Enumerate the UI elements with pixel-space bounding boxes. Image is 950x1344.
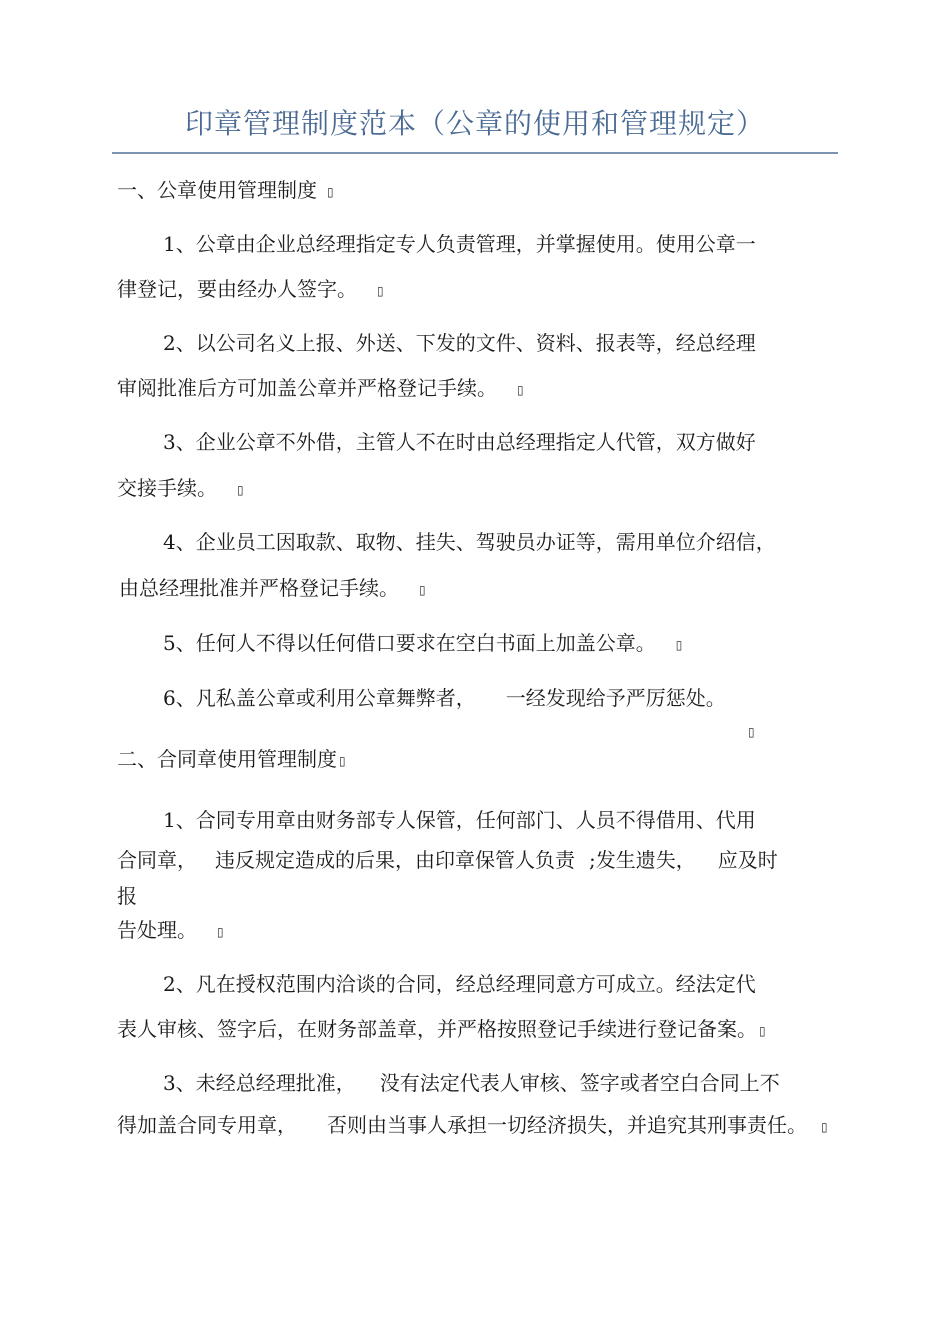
s2-item1-line4	[117, 916, 224, 946]
s2-item3-line2-part2: 否则由当事人承担一切经济损失，并追究其刑事责任。	[327, 1113, 807, 1137]
s1-item2-line2	[117, 374, 524, 404]
paragraph-mark-icon: ▯	[517, 382, 524, 397]
s2-item3-line2	[117, 1111, 828, 1141]
s2-item3-line1-part1: 3、未经总经理批准，	[163, 1071, 356, 1095]
paragraph-mark-icon: ▯	[419, 582, 426, 597]
s2-item1-line2-part2: 违反规定造成的后果，由印章保管人负责	[215, 848, 575, 872]
s2-item2-line1: 2、凡在授权范围内洽谈的合同，经总经理同意方可成立。经法定代	[163, 972, 756, 996]
s1-item3-line1: 3、企业公章不外借，主管人不在时由总经理指定人代管，双方做好	[163, 430, 756, 454]
s2-item1-line2-part1: 合同章，	[117, 848, 197, 872]
paragraph-mark-icon: ▯	[675, 637, 683, 652]
s1-item3-line2	[117, 474, 244, 504]
s2-item1-line2-part4: 应及时	[717, 848, 778, 872]
paragraph-mark-icon: ▯	[377, 283, 384, 298]
s1-item6-line1	[163, 684, 726, 712]
s1-item1-line2	[117, 275, 384, 305]
paragraph-mark-icon: ▯	[759, 1023, 766, 1038]
s2-item3-line2-part1: 得加盖合同专用章，	[117, 1113, 297, 1137]
s2-item2-line2-text: 表人审核、签字后，在财务部盖章，并严格按照登记手续进行登记备案。	[117, 1017, 757, 1041]
paragraph-mark-icon: ▯	[217, 924, 224, 939]
section-heading-1	[117, 176, 334, 206]
s2-item1-line3: 报	[117, 884, 137, 908]
section-heading-1-text: 一、公章使用管理制度	[117, 178, 317, 202]
s2-item1-line2-part3: ;发生遗失，	[589, 848, 696, 872]
paragraph-mark-icon: ▯	[339, 753, 346, 768]
s1-item6-line1-part1: 6、凡私盖公章或利用公章舞弊者，	[163, 686, 476, 710]
title-underline	[112, 152, 838, 154]
document-title: 印章管理制度范本（公章的使用和管理规定）	[184, 107, 765, 140]
s1-item2-line2-text: 审阅批准后方可加盖公章并严格登记手续。	[117, 376, 497, 400]
s1-item4-line2	[119, 574, 426, 604]
s2-item2-line2	[117, 1015, 766, 1045]
s2-item3-line1	[163, 1069, 780, 1097]
s1-item4-line2-text: 由总经理批准并严格登记手续。	[119, 576, 399, 600]
s1-item6-mark	[748, 716, 755, 746]
s1-item5-line1-text: 5、任何人不得以任何借口要求在空白书面上加盖公章。	[163, 631, 656, 655]
paragraph-mark-icon: ▯	[327, 184, 334, 199]
s1-item6-line1-part2: 一经发现给予严厉惩处。	[505, 686, 726, 710]
section-heading-2-text: 二、合同章使用管理制度	[117, 747, 337, 771]
s2-item1-line1: 1、合同专用章由财务部专人保管，任何部门、人员不得借用、代用	[163, 808, 756, 832]
s2-item3-line1-part2: 没有法定代表人审核、签字或者空白合同上不	[379, 1071, 780, 1095]
paragraph-mark-icon: ▯	[821, 1119, 828, 1134]
section-heading-2	[117, 745, 346, 775]
s2-item1-line4-text: 告处理。	[117, 918, 197, 942]
paragraph-mark-icon: ▯	[748, 724, 755, 739]
s1-item2-line1: 2、以公司名义上报、外送、下发的文件、资料、报表等，经总经理	[163, 331, 756, 355]
s1-item4-line1: 4、企业员工因取款、取物、挂失、驾驶员办证等，需用单位介绍信，	[163, 530, 776, 554]
s1-item5-line1	[163, 629, 682, 659]
s1-item3-line2-text: 交接手续。	[117, 476, 217, 500]
s2-item1-line2	[117, 846, 778, 874]
paragraph-mark-icon: ▯	[237, 482, 244, 497]
s1-item1-line2-text: 律登记，要由经办人签字。	[117, 277, 357, 301]
s1-item1-line1: 1、公章由企业总经理指定专人负责管理，并掌握使用。使用公章一	[163, 232, 756, 256]
